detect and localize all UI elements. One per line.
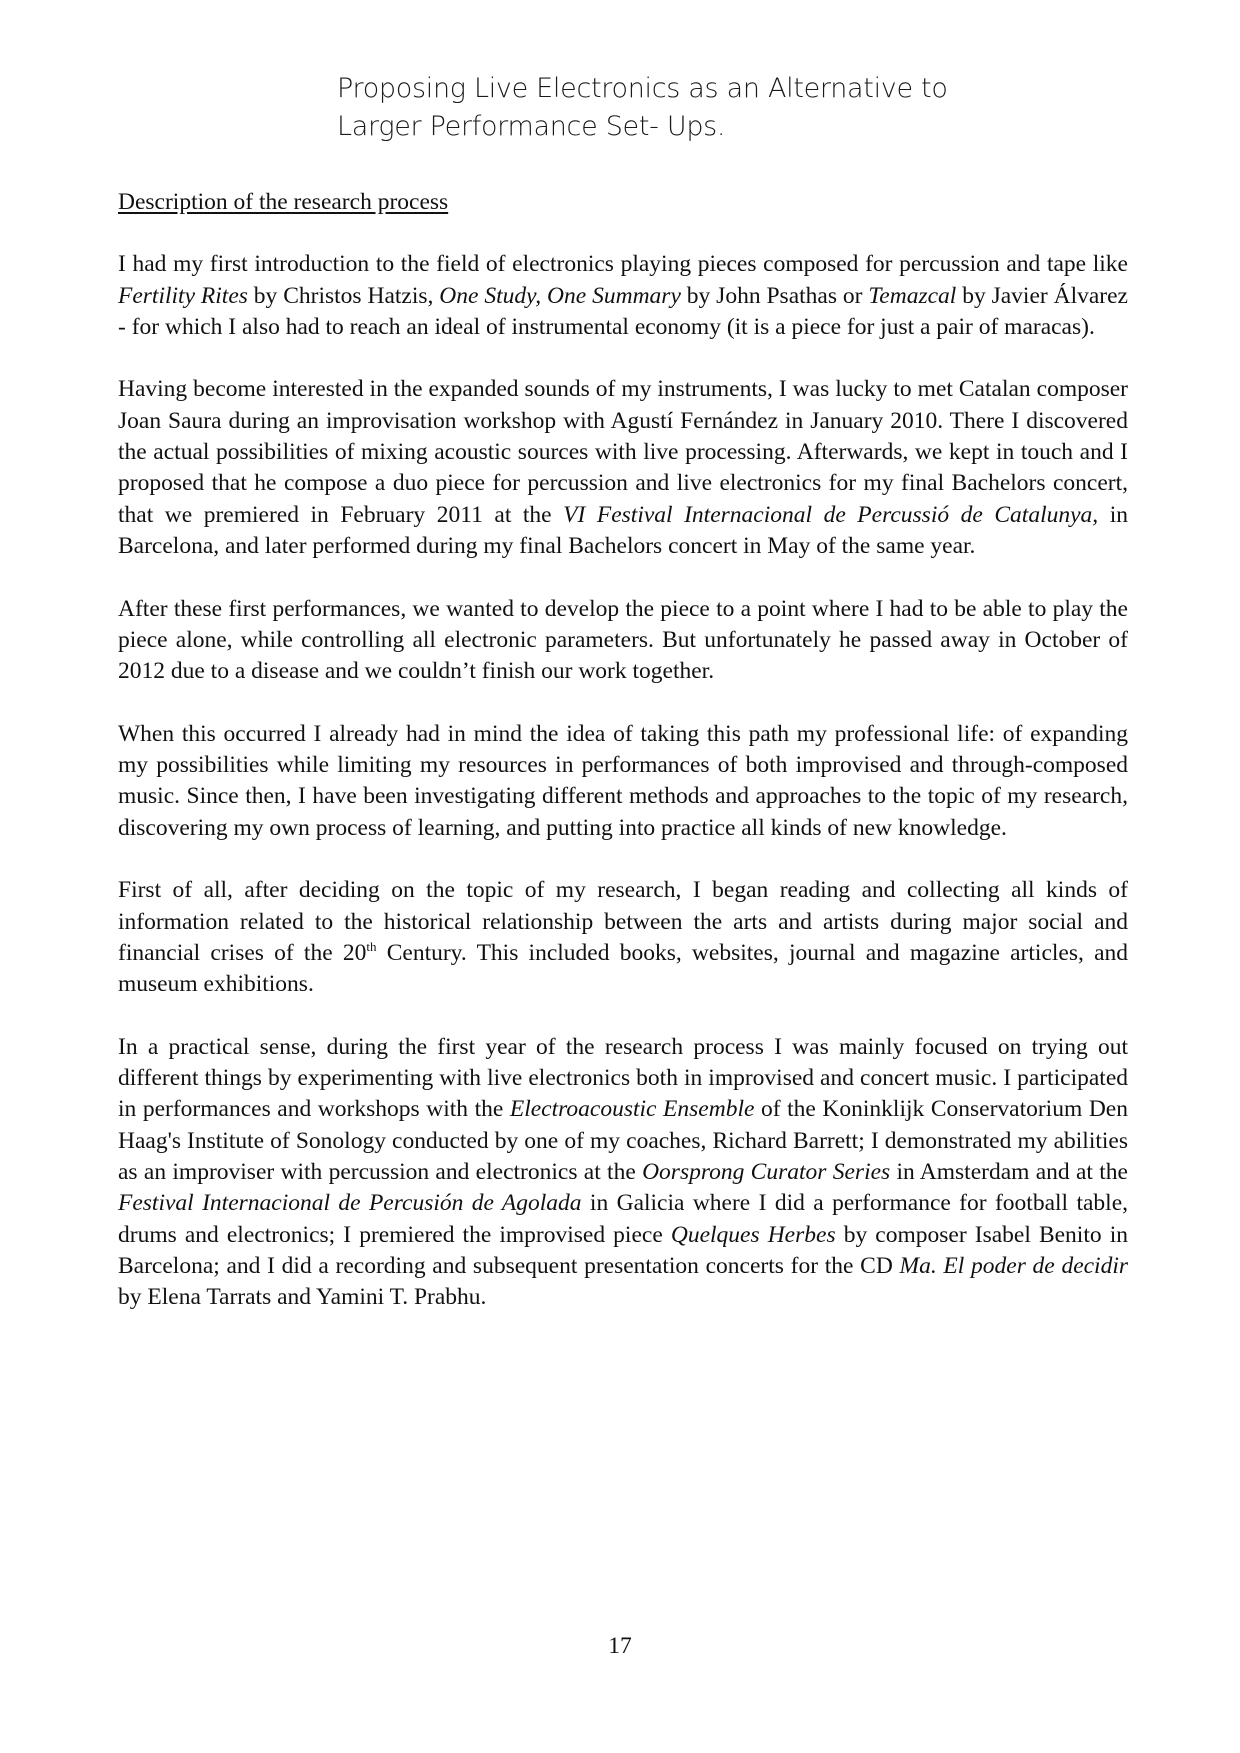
paragraph: In a practical sense, during the first year of the research process I was mainly focused on trying out different things by experimenting with live electronics both in improvised and concert music. I participated in performances and workshops with the Electroacoustic Ensemble of the Koninklijk Conservatorium Den Haag's Institute of Sonology conducted by one of my coaches, Richard Barrett; I demonstrated my abilities as an improviser with percussion and electronics at the Oorsprong Curator Series in Amsterdam and at the Festival Internacional de Percusión de Agolada in Galicia where I did a performance for football table, drums and electronics; I premiered the improvised piece Quelques Herbes by composer Isabel Benito in Barcelona; and I did a recording and subsequent presentation concerts for the CD Ma. El poder de decidir by Elena Tarrats and Yamini T. Prabhu. bbox=[118, 1033, 1129, 1311]
paragraph: After these first performances, we wanted to develop the piece to a point where I had to be able to play the piece alone, while controlling all electronic parameters. But unfortunately he passed away in October of 2012 due to a disease and we couldn’t finish our work together. bbox=[118, 595, 1128, 685]
page-title-line-1: Proposing Live Electronics as an Alternative to bbox=[337, 73, 948, 104]
section-heading: Description of the research process bbox=[118, 189, 449, 215]
paragraph: I had my first introduction to the field of electronics playing pieces composed for percussion and tape like Fertility Rites by Christos Hatzis, One Study, One Summary by John Psathas or Temazcal by Javier Álvarez - for which I also had to reach an ideal of instrumental economy (it is a piece for just a pair of maracas). bbox=[118, 251, 1128, 340]
italic-title: Quelques Herbes bbox=[670, 1221, 836, 1248]
italic-title: VI Festival Internacional de Percussió de Catalunya, bbox=[563, 501, 1099, 528]
italic-title: Ma. El poder de decidir bbox=[899, 1252, 1129, 1279]
paragraph: Having become interested in the expanded sounds of my instruments, I was lucky to met Catalan composer Joan Saura during an improvisation workshop with Agustí Fernández in January 2010. There I discovered the actual possibilities of mixing acoustic sources with live processing. Afterwards, we kept in touch and I proposed that he compose a duo piece for percussion and live electronics for my final Bachelors concert, that we premiered in February 2011 at the VI Festival Internacional de Percussió de Catalunya, in Barcelona, and later performed during my final Bachelors concert in May of the same year. bbox=[118, 376, 1128, 559]
paragraph: When this occurred I already had in mind the idea of taking this path my professional life: of expanding my possibilities while limiting my resources in performances of both improvised and through-composed music. Since then, I have been investigating different methods and approaches to the topic of my research, discovering my own process of learning, and putting into practice all kinds of new knowledge. bbox=[118, 720, 1128, 841]
italic-title: Oorsprong Curator Series bbox=[642, 1158, 891, 1185]
italic-title: Festival Internacional de Percusión de Agolada bbox=[118, 1190, 582, 1217]
italic-title: Fertility Rites bbox=[118, 282, 248, 309]
document-body bbox=[118, 187, 1128, 1345]
paragraph: First of all, after deciding on the topic of my research, I began reading and collecting all kinds of information related to the historical relationship between the arts and artists during major social and financial crises of the 20th Century. This included books, websites, journal and magazine articles, and museum exhibitions. bbox=[118, 877, 1129, 998]
italic-title: One Study, One Summary bbox=[439, 282, 681, 309]
page-number: 17 bbox=[608, 1633, 632, 1659]
page-title bbox=[337, 70, 1037, 146]
italic-title: Temazcal bbox=[868, 282, 957, 309]
page-title-line-2: Larger Performance Set- Ups. bbox=[337, 111, 726, 142]
superscript: th bbox=[366, 939, 377, 954]
italic-title: Electroacoustic Ensemble bbox=[509, 1096, 755, 1123]
